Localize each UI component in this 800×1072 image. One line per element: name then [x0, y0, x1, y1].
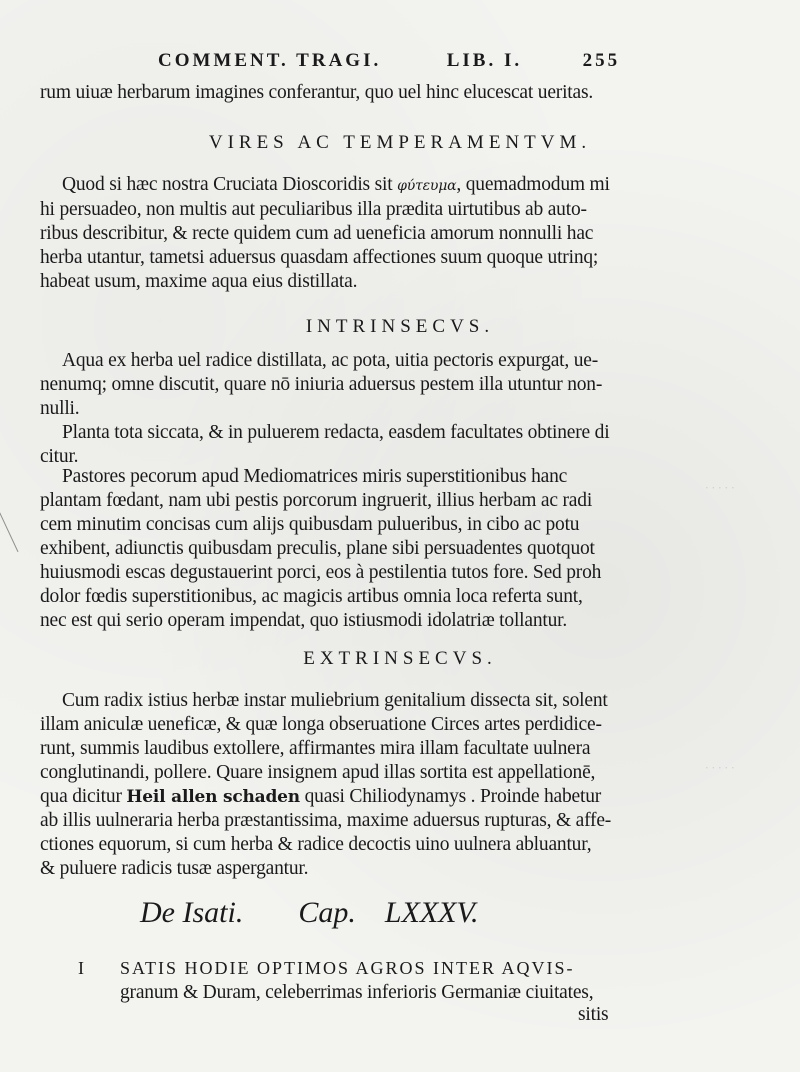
text-line: nenumq; omne discutit, quare nō iniuria aduersus pestem illa utuntur non-: [40, 374, 603, 395]
show-through-decoration: · · · · ·: [705, 760, 735, 775]
text-line: Planta tota siccata, & in puluerem redacta, easdem facultates obtinere di: [62, 422, 610, 443]
text-line: citur.: [40, 446, 79, 467]
running-head-title: COMMENT. TRAGI.: [158, 50, 382, 71]
text-line: plantam fœdant, nam ubi pestis porcorum ingruerit, illius herbam ac radi: [40, 490, 593, 511]
text-line: runt, summis laudibus extollere, affirmantes mira illam facultate uulnera: [40, 738, 591, 759]
text-line: hi persuadeo, non multis aut peculiaribus illa prædita uirtutibus ab auto-: [40, 199, 587, 220]
running-head-book: LIB. I.: [446, 50, 523, 71]
running-head: [158, 50, 620, 72]
text-line: [62, 174, 610, 196]
chapter-cap: Cap.: [298, 896, 356, 929]
text-line: nulli.: [40, 398, 80, 419]
show-through-decoration: · · · · ·: [705, 480, 735, 495]
section-heading-extrinsecus: EXTRINSECVS.: [303, 648, 497, 669]
page-number: 255: [582, 50, 621, 71]
text-line: nec est qui serio operam impendat, quo istiusmodi idolatriæ tollantur.: [40, 610, 568, 631]
catchword: sitis: [578, 1004, 609, 1025]
text-line: conglutinandi, pollere. Quare insignem apud illas sortita est appellationē,: [40, 762, 596, 783]
section-heading-vires: VIRES AC TEMPERAMENTVM.: [208, 132, 592, 153]
text-line: illam aniculæ ueneficæ, & quæ longa obseruatione Circes artes perdidice-: [40, 714, 602, 735]
text-line: & puluere radicis tusæ aspergantur.: [40, 858, 309, 879]
text-line: ab illis uulneraria herba præstantissima, maxime aduersus rupturas, & affe-: [40, 810, 612, 831]
chapter-number: LXXXV.: [384, 896, 479, 929]
text-segment: Quod si hæc nostra Cruciata Dioscoridis sit: [62, 174, 398, 195]
text-line: exhibent, adiunctis quibusdam preculis, plane sibi persuadentes quotquot: [40, 538, 595, 559]
text-line: SATIS HODIE OPTIMOS AGROS INTER AQVIS-: [120, 958, 575, 978]
section-heading-intrinsecus: INTRINSECVS.: [305, 316, 495, 337]
text-line: herba utantur, tametsi aduersus quasdam affectiones suum quoque utrinq;: [40, 247, 599, 268]
chapter-title: De Isati.: [140, 896, 244, 929]
chapter-heading: [140, 896, 478, 930]
text-line: ribus describitur, & recte quidem cum ad ueneficia amorum nonnulli hac: [40, 223, 594, 244]
text-segment: qua dicitur: [40, 786, 127, 807]
text-line: Pastores pecorum apud Mediomatrices miris superstitionibus hanc: [62, 466, 568, 487]
text-line: habeat usum, maxime aqua eius distillata.: [40, 271, 358, 292]
text-line: huiusmodi escas degustauerint porci, eos à pestilentia tutos fore. Sed proh: [40, 562, 602, 583]
blackletter-phrase: Heil allen schaden: [126, 787, 300, 807]
section-marker: I: [78, 958, 84, 978]
greek-word: φύτευμα: [397, 178, 457, 194]
paper-scratch: [0, 498, 37, 552]
text-line: dolor fœdis superstitionibus, ac magicis artibus omnia loca referta sunt,: [40, 586, 583, 607]
intro-line: rum uiuæ herbarum imagines conferantur, quo uel hinc elucescat ueritas.: [40, 82, 594, 103]
text-line: cem minutim concisas cum alijs quibusdam pulueribus, in cibo ac potu: [40, 514, 580, 535]
text-segment: quasi Chiliodynamys . Proinde habetur: [299, 786, 602, 807]
text-line: ctiones equorum, si cum herba & radice decoctis uino uulnera abluantur,: [40, 834, 592, 855]
text-segment: , quemadmodum mi: [456, 174, 610, 195]
text-line: Aqua ex herba uel radice distillata, ac pota, uitia pectoris expurgat, ue-: [62, 350, 599, 371]
text-line: granum & Duram, celeberrimas inferioris Germaniæ ciuitates,: [120, 982, 594, 1003]
text-line: [40, 786, 601, 808]
text-line: Cum radix istius herbæ instar muliebrium genitalium dissecta sit, solent: [62, 690, 608, 711]
